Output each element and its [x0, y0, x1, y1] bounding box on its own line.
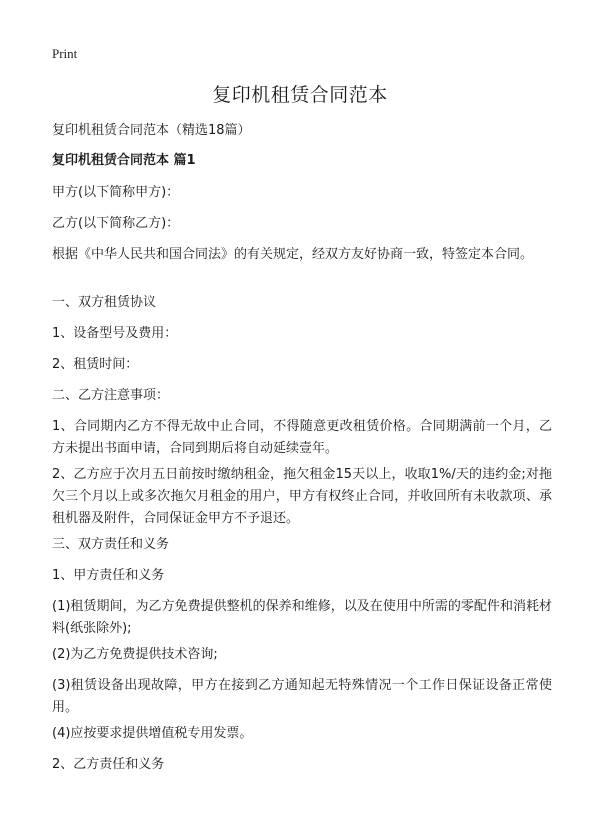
document-title: 复印机租赁合同范本	[212, 84, 388, 106]
paragraph-preamble: 根据《中华人民共和国合同法》的有关规定，经双方友好协商一致，特签定本合同。	[52, 247, 534, 262]
paragraph-party-a: 甲方(以下简称甲方)：	[52, 185, 180, 200]
paragraph-item: 1、设备型号及费用：	[52, 326, 178, 341]
paragraph-item: 1、合同期内乙方不得无故中止合同，不得随意更改租赁价格。合同期满前一个月，乙方未提出书面申请，合同到期后将自动延续壹年。	[52, 419, 552, 456]
paragraph-heading-1: 一、双方租赁协议	[52, 295, 157, 310]
paragraph-party-b: 乙方(以下简称乙方)：	[52, 216, 180, 231]
paragraph-item: (4)应按要求提供增值税专用发票。	[52, 726, 253, 741]
document-subtitle: 复印机租赁合同范本（精选18篇）	[52, 123, 251, 138]
section-heading: 复印机租赁合同范本 篇1	[52, 153, 196, 168]
paragraph-item: 2、租赁时间：	[52, 357, 139, 372]
paragraph-item: 2、乙方应于次月五日前按时缴纳租金，拖欠租金15天以上，收取1%/天的违约金;对拖欠三个月以上或多次拖欠月租金的用户，甲方有权终止合同，并收回所有未收款项、承租机器及附件，合同保证金甲方不予退还。	[52, 467, 552, 526]
paragraph-item: (2)为乙方免费提供技术咨询;	[52, 647, 218, 662]
paragraph-heading-3: 三、双方责任和义务	[52, 537, 170, 552]
paragraph-subheading: 1、甲方责任和义务	[52, 568, 165, 583]
paragraph-heading-2: 二、乙方注意事项：	[52, 388, 170, 403]
paragraph-item: (1)租赁期间，为乙方免费提供整机的保养和维修，以及在使用中所需的零配件和消耗材料(纸张除外);	[52, 599, 552, 636]
paragraph-item: (3)租赁设备出现故障，甲方在接到乙方通知起无特殊情况一个工作日保证设备正常使用。	[52, 678, 552, 715]
paragraph-subheading: 2、乙方责任和义务	[52, 757, 165, 772]
print-link[interactable]: Print	[52, 46, 78, 61]
